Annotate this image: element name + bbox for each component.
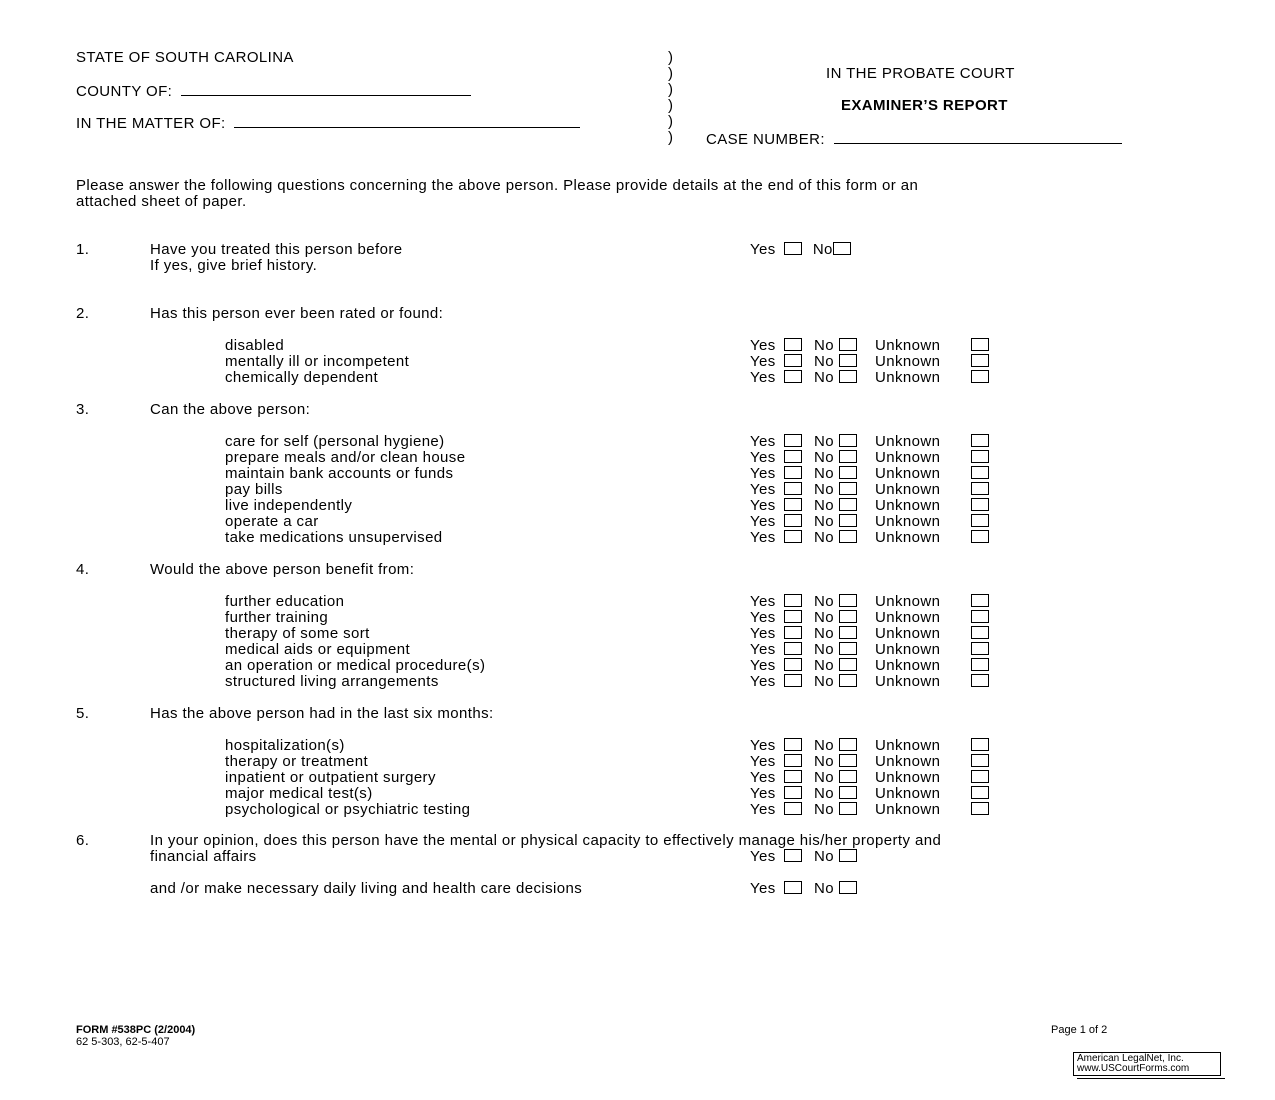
no-checkbox[interactable]: [839, 354, 857, 367]
yes-checkbox[interactable]: [784, 674, 802, 687]
paren-divider: ): [668, 97, 674, 114]
answer-group: [750, 434, 989, 450]
instructions-line: attached sheet of paper.: [76, 193, 247, 210]
no-checkbox[interactable]: [839, 498, 857, 511]
unknown-checkbox[interactable]: [971, 466, 989, 479]
county-field[interactable]: [181, 82, 471, 96]
yes-label: Yes: [750, 641, 776, 658]
instructions-line: Please answer the following questions concerning the above person. Please provide details at the end of this form or an: [76, 177, 919, 194]
unknown-label: Unknown: [875, 353, 941, 370]
no-label: No: [814, 641, 834, 658]
unknown-label: Unknown: [875, 465, 941, 482]
list-item: structured living arrangements: [225, 673, 439, 690]
unknown-label: Unknown: [875, 609, 941, 626]
list-item: live independently: [225, 497, 353, 514]
unknown-label: Unknown: [875, 625, 941, 642]
unknown-checkbox[interactable]: [971, 514, 989, 527]
no-checkbox[interactable]: [839, 738, 857, 751]
list-item: further training: [225, 609, 329, 626]
yes-label: Yes: [750, 449, 776, 466]
yes-checkbox[interactable]: [784, 498, 802, 511]
publisher-name: American LegalNet, Inc.: [1077, 1053, 1184, 1064]
report-title: EXAMINER’S REPORT: [841, 97, 1008, 114]
yes-label: Yes: [750, 465, 776, 482]
no-label: No: [812, 241, 833, 258]
list-item: mentally ill or incompetent: [225, 353, 410, 370]
list-item: an operation or medical procedure(s): [225, 657, 486, 674]
paren-divider: ): [668, 65, 674, 82]
unknown-label: Unknown: [875, 497, 941, 514]
no-label: No: [814, 513, 834, 530]
answer-group: [750, 530, 989, 546]
unknown-checkbox[interactable]: [971, 338, 989, 351]
list-item: inpatient or outpatient surgery: [225, 769, 436, 786]
no-checkbox[interactable]: [839, 754, 857, 767]
yes-checkbox[interactable]: [784, 370, 802, 383]
matter-label: IN THE MATTER OF:: [76, 115, 226, 132]
yes-label: Yes: [750, 369, 776, 386]
no-label: No: [814, 369, 834, 386]
paren-divider: ): [668, 81, 674, 98]
publisher-badge: [1073, 1052, 1221, 1076]
no-checkbox[interactable]: [839, 849, 857, 862]
answer-group: [750, 242, 851, 258]
yes-checkbox[interactable]: [784, 354, 802, 367]
form-number: FORM #538PC (2/2004): [76, 1024, 196, 1036]
answer-group: [750, 354, 989, 370]
answer-group: [750, 642, 989, 658]
no-label: No: [814, 449, 834, 466]
yes-checkbox[interactable]: [784, 626, 802, 639]
no-label: No: [814, 737, 834, 754]
answer-group: [750, 514, 989, 530]
yes-label: Yes: [750, 785, 776, 802]
list-item: take medications unsupervised: [225, 529, 443, 546]
no-checkbox[interactable]: [839, 530, 857, 543]
no-checkbox[interactable]: [839, 450, 857, 463]
list-item: chemically dependent: [225, 369, 379, 386]
no-checkbox[interactable]: [839, 770, 857, 783]
answer-group: [750, 594, 989, 610]
unknown-label: Unknown: [875, 481, 941, 498]
no-checkbox[interactable]: [839, 610, 857, 623]
unknown-label: Unknown: [875, 337, 941, 354]
answer-group: [750, 498, 989, 514]
yes-checkbox[interactable]: [784, 754, 802, 767]
list-item: hospitalization(s): [225, 737, 345, 754]
no-checkbox[interactable]: [833, 242, 851, 255]
yes-label: Yes: [750, 737, 776, 754]
list-item: disabled: [225, 337, 285, 354]
unknown-label: Unknown: [875, 593, 941, 610]
no-checkbox[interactable]: [839, 514, 857, 527]
unknown-label: Unknown: [875, 801, 941, 818]
answer-group: [750, 786, 989, 802]
no-label: No: [814, 465, 834, 482]
unknown-label: Unknown: [875, 769, 941, 786]
unknown-label: Unknown: [875, 673, 941, 690]
unknown-label: Unknown: [875, 785, 941, 802]
no-checkbox[interactable]: [839, 674, 857, 687]
page-number: Page 1 of 2: [1051, 1024, 1108, 1036]
question-number: 6.: [76, 832, 90, 849]
yes-label: Yes: [750, 353, 776, 370]
no-checkbox[interactable]: [839, 482, 857, 495]
yes-label: Yes: [750, 801, 776, 818]
answer-group: [750, 849, 857, 865]
county-label: COUNTY OF:: [76, 83, 173, 100]
question-text: Has the above person had in the last six months:: [150, 705, 494, 722]
yes-label: Yes: [750, 529, 776, 546]
yes-checkbox[interactable]: [784, 658, 802, 671]
list-item: therapy or treatment: [225, 753, 369, 770]
no-checkbox[interactable]: [839, 466, 857, 479]
unknown-checkbox[interactable]: [971, 450, 989, 463]
yes-checkbox[interactable]: [784, 466, 802, 479]
no-label: No: [814, 593, 834, 610]
unknown-checkbox[interactable]: [971, 754, 989, 767]
question-text: In your opinion, does this person have the mental or physical capacity to effectively manage his/her property and: [150, 832, 942, 849]
unknown-checkbox[interactable]: [971, 594, 989, 607]
no-label: No: [814, 625, 834, 642]
no-label: No: [814, 673, 834, 690]
answer-group: [750, 754, 989, 770]
unknown-checkbox[interactable]: [971, 434, 989, 447]
unknown-label: Unknown: [875, 657, 941, 674]
list-item: psychological or psychiatric testing: [225, 801, 471, 818]
no-label: No: [814, 769, 834, 786]
answer-group: [750, 881, 857, 897]
unknown-checkbox[interactable]: [971, 770, 989, 783]
yes-label: Yes: [750, 513, 776, 530]
yes-label: Yes: [750, 753, 776, 770]
unknown-checkbox[interactable]: [971, 642, 989, 655]
yes-checkbox[interactable]: [784, 642, 802, 655]
question-text: Can the above person:: [150, 401, 311, 418]
answer-group: [750, 626, 989, 642]
unknown-checkbox[interactable]: [971, 658, 989, 671]
no-label: No: [814, 801, 834, 818]
no-label: No: [814, 353, 834, 370]
no-label: No: [814, 529, 834, 546]
yes-checkbox[interactable]: [784, 881, 802, 894]
no-label: No: [814, 433, 834, 450]
unknown-checkbox[interactable]: [971, 530, 989, 543]
unknown-checkbox[interactable]: [971, 482, 989, 495]
answer-group: [750, 466, 989, 482]
yes-label: Yes: [750, 497, 776, 514]
no-checkbox[interactable]: [839, 594, 857, 607]
statute-reference: 62 5-303, 62-5-407: [76, 1036, 170, 1048]
yes-label: Yes: [750, 848, 776, 865]
no-label: No: [814, 497, 834, 514]
no-checkbox[interactable]: [839, 626, 857, 639]
unknown-label: Unknown: [875, 449, 941, 466]
list-item: maintain bank accounts or funds: [225, 465, 454, 482]
county-row: [76, 82, 471, 100]
paren-divider: ): [668, 49, 674, 66]
yes-checkbox[interactable]: [784, 770, 802, 783]
question-number: 3.: [76, 401, 90, 418]
no-checkbox[interactable]: [839, 434, 857, 447]
yes-label: Yes: [750, 337, 776, 354]
answer-group: [750, 674, 989, 690]
no-checkbox[interactable]: [839, 370, 857, 383]
question-text: Has this person ever been rated or found:: [150, 305, 444, 322]
list-item: prepare meals and/or clean house: [225, 449, 466, 466]
no-label: No: [814, 657, 834, 674]
unknown-checkbox[interactable]: [971, 610, 989, 623]
paren-divider: ): [668, 113, 674, 130]
no-checkbox[interactable]: [839, 786, 857, 799]
yes-checkbox[interactable]: [784, 338, 802, 351]
no-label: No: [814, 753, 834, 770]
list-item: therapy of some sort: [225, 625, 370, 642]
no-checkbox[interactable]: [839, 658, 857, 671]
yes-checkbox[interactable]: [784, 610, 802, 623]
unknown-label: Unknown: [875, 513, 941, 530]
question-number: 1.: [76, 241, 90, 258]
matter-row: [76, 114, 580, 132]
answer-group: [750, 738, 989, 754]
yes-label: Yes: [750, 609, 776, 626]
unknown-checkbox[interactable]: [971, 354, 989, 367]
question-text: Would the above person benefit from:: [150, 561, 415, 578]
yes-label: Yes: [750, 241, 776, 258]
unknown-label: Unknown: [875, 369, 941, 386]
answer-group: [750, 610, 989, 626]
no-checkbox[interactable]: [839, 338, 857, 351]
unknown-label: Unknown: [875, 641, 941, 658]
yes-label: Yes: [750, 433, 776, 450]
unknown-checkbox[interactable]: [971, 738, 989, 751]
list-item: pay bills: [225, 481, 283, 498]
matter-field[interactable]: [234, 114, 580, 128]
list-item: operate a car: [225, 513, 319, 530]
question-subtext: If yes, give brief history.: [150, 257, 318, 274]
unknown-label: Unknown: [875, 753, 941, 770]
question-text: and /or make necessary daily living and health care decisions: [150, 880, 583, 897]
list-item: medical aids or equipment: [225, 641, 411, 658]
no-label: No: [814, 609, 834, 626]
answer-group: [750, 370, 989, 386]
answer-group: [750, 450, 989, 466]
no-label: No: [814, 785, 834, 802]
no-label: No: [814, 481, 834, 498]
yes-label: Yes: [750, 625, 776, 642]
yes-checkbox[interactable]: [784, 434, 802, 447]
case-number-label: CASE NUMBER:: [706, 131, 825, 148]
yes-label: Yes: [750, 769, 776, 786]
unknown-checkbox[interactable]: [971, 626, 989, 639]
yes-checkbox[interactable]: [784, 594, 802, 607]
yes-checkbox[interactable]: [784, 482, 802, 495]
question-number: 5.: [76, 705, 90, 722]
no-checkbox[interactable]: [839, 802, 857, 815]
yes-checkbox[interactable]: [784, 242, 802, 255]
unknown-label: Unknown: [875, 529, 941, 546]
yes-checkbox[interactable]: [784, 786, 802, 799]
yes-label: Yes: [750, 673, 776, 690]
yes-label: Yes: [750, 481, 776, 498]
question-number: 2.: [76, 305, 90, 322]
case-number-row: [706, 130, 1122, 148]
list-item: further education: [225, 593, 345, 610]
no-checkbox[interactable]: [839, 881, 857, 894]
unknown-checkbox[interactable]: [971, 674, 989, 687]
answer-group: [750, 338, 989, 354]
no-checkbox[interactable]: [839, 642, 857, 655]
yes-label: Yes: [750, 880, 776, 897]
question-text: Have you treated this person before: [150, 241, 403, 258]
no-label: No: [814, 848, 834, 865]
answer-group: [750, 658, 989, 674]
yes-checkbox[interactable]: [784, 849, 802, 862]
unknown-checkbox[interactable]: [971, 498, 989, 511]
yes-label: Yes: [750, 593, 776, 610]
question-number: 4.: [76, 561, 90, 578]
no-label: No: [814, 880, 834, 897]
answer-group: [750, 482, 989, 498]
unknown-checkbox[interactable]: [971, 802, 989, 815]
list-item: care for self (personal hygiene): [225, 433, 445, 450]
answer-group: [750, 770, 989, 786]
unknown-checkbox[interactable]: [971, 786, 989, 799]
answer-group: [750, 802, 989, 818]
state-heading: STATE OF SOUTH CAROLINA: [76, 49, 294, 66]
yes-label: Yes: [750, 657, 776, 674]
yes-checkbox[interactable]: [784, 450, 802, 463]
yes-checkbox[interactable]: [784, 530, 802, 543]
unknown-checkbox[interactable]: [971, 370, 989, 383]
unknown-label: Unknown: [875, 737, 941, 754]
list-item: major medical test(s): [225, 785, 373, 802]
case-number-field[interactable]: [834, 130, 1122, 144]
question-text: financial affairs: [150, 848, 257, 865]
court-name: IN THE PROBATE COURT: [826, 65, 1015, 82]
yes-checkbox[interactable]: [784, 738, 802, 751]
paren-divider: ): [668, 129, 674, 146]
yes-checkbox[interactable]: [784, 514, 802, 527]
yes-checkbox[interactable]: [784, 802, 802, 815]
publisher-url: www.USCourtForms.com: [1077, 1063, 1190, 1074]
no-label: No: [814, 337, 834, 354]
unknown-label: Unknown: [875, 433, 941, 450]
